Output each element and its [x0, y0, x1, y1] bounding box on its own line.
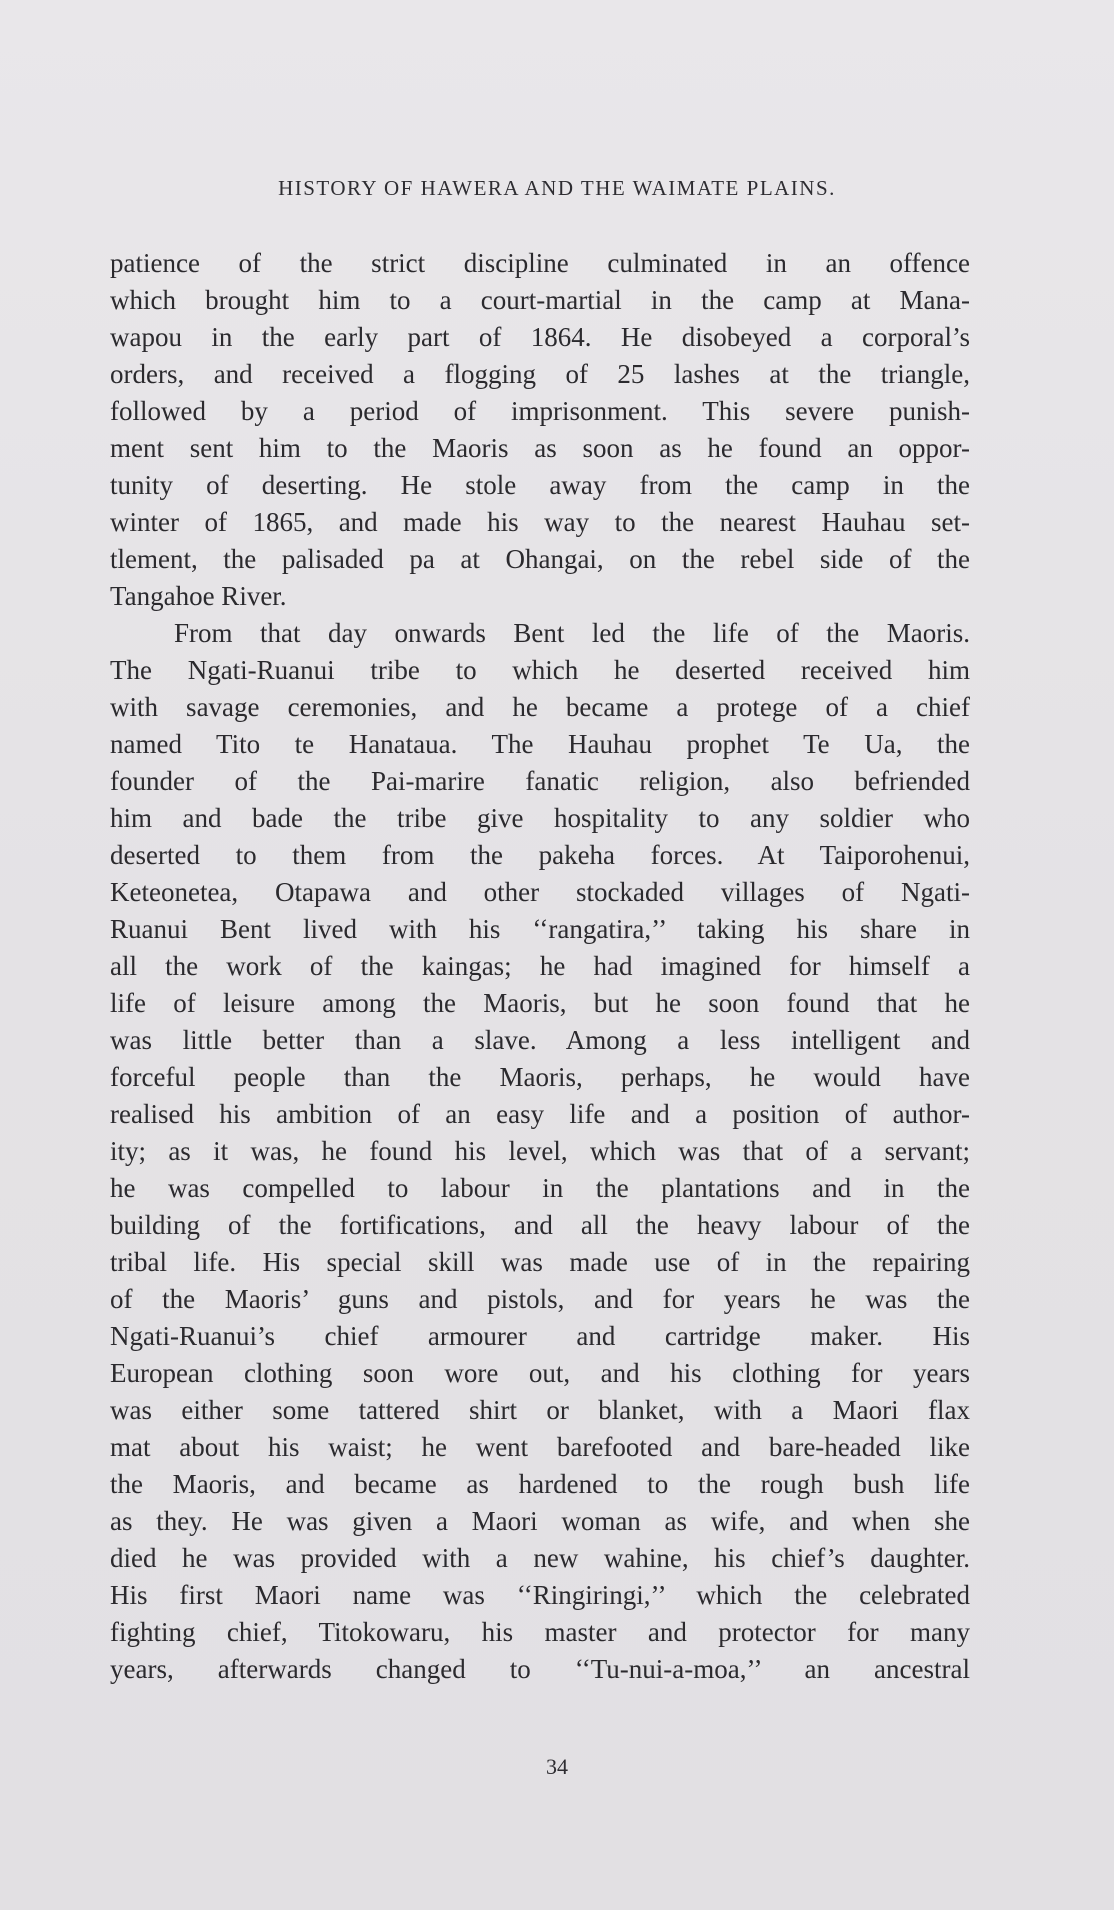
text-line: the Maoris, and became as hardened to the rough bush life	[110, 1469, 970, 1499]
text-line: winter of 1865, and made his way to the nearest Hauhau set-	[110, 507, 970, 537]
text-line: patience of the strict discipline culminated in an offence	[110, 248, 970, 278]
text-line: followed by a period of imprisonment. This severe punish-	[110, 396, 970, 426]
text-line: realised his ambition of an easy life and a position of author-	[110, 1099, 970, 1129]
text-line: Ngati-Ruanui’s chief armourer and cartridge maker. His	[110, 1321, 970, 1351]
text-line: died he was provided with a new wahine, his chief’s daughter.	[110, 1543, 970, 1573]
body-text	[110, 245, 970, 1688]
running-title: HISTORY OF HAWERA AND THE WAIMATE PLAINS.	[278, 176, 836, 200]
text-line: him and bade the tribe give hospitality to any soldier who	[110, 803, 970, 833]
text-line: all the work of the kaingas; he had imagined for himself a	[110, 951, 970, 981]
text-line: Keteonetea, Otapawa and other stockaded villages of Ngati-	[110, 877, 970, 907]
text-line: tribal life. His special skill was made use of in the repairing	[110, 1247, 970, 1277]
text-line: The Ngati-Ruanui tribe to which he deserted received him	[110, 655, 970, 685]
text-line: with savage ceremonies, and he became a protege of a chief	[110, 692, 970, 722]
text-line: fighting chief, Titokowaru, his master and protector for many	[110, 1617, 970, 1647]
text-line: deserted to them from the pakeha forces. At Taiporohenui,	[110, 840, 970, 870]
text-line: he was compelled to labour in the plantations and in the	[110, 1173, 970, 1203]
text-line: forceful people than the Maoris, perhaps, he would have	[110, 1062, 970, 1092]
text-line: mat about his waist; he went barefooted and bare-headed like	[110, 1432, 970, 1462]
text-line: named Tito te Hanataua. The Hauhau prophet Te Ua, the	[110, 729, 970, 759]
text-line: of the Maoris’ guns and pistols, and for years he was the	[110, 1284, 970, 1314]
text-line: which brought him to a court-martial in the camp at Mana-	[110, 285, 970, 315]
text-line: ment sent him to the Maoris as soon as he found an oppor-	[110, 433, 970, 463]
text-line: tunity of deserting. He stole away from the camp in the	[110, 470, 970, 500]
text-line: was either some tattered shirt or blanket, with a Maori flax	[110, 1395, 970, 1425]
text-line: years, afterwards changed to ‘‘Tu-nui-a-moa,’’ an ancestral	[110, 1654, 970, 1684]
text-line: was little better than a slave. Among a less intelligent and	[110, 1025, 970, 1055]
text-line: His first Maori name was ‘‘Ringiringi,’’ which the celebrated	[110, 1580, 970, 1610]
text-line: building of the fortifications, and all the heavy labour of the	[110, 1210, 970, 1240]
text-line: Ruanui Bent lived with his ‘‘rangatira,’’ taking his share in	[110, 914, 970, 944]
text-line: orders, and received a flogging of 25 lashes at the triangle,	[110, 359, 970, 389]
text-line: life of leisure among the Maoris, but he soon found that he	[110, 988, 970, 1018]
text-line: European clothing soon wore out, and his clothing for years	[110, 1358, 970, 1388]
paragraph-start-line: From that day onwards Bent led the life of the Maoris.	[174, 618, 970, 648]
text-line: founder of the Pai-marire fanatic religion, also befriended	[110, 766, 970, 796]
text-line: wapou in the early part of 1864. He disobeyed a corporal’s	[110, 322, 970, 352]
text-line: as they. He was given a Maori woman as wife, and when she	[110, 1506, 970, 1536]
text-line: Tangahoe River.	[110, 581, 287, 611]
page-number: 34	[546, 1754, 568, 1779]
text-line: ity; as it was, he found his level, which was that of a servant;	[110, 1136, 970, 1166]
text-line: tlement, the palisaded pa at Ohangai, on the rebel side of the	[110, 544, 970, 574]
